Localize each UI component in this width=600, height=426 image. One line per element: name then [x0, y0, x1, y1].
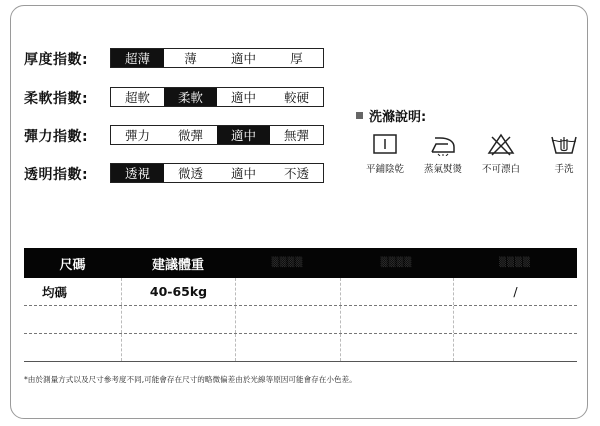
softness-index-row [24, 87, 309, 109]
index-options [110, 87, 324, 107]
no-bleach-icon [486, 132, 516, 156]
index-option: 微透 [177, 166, 203, 181]
index-options [110, 48, 324, 68]
table-cell: / [453, 278, 577, 305]
care-item-flat-dry [355, 132, 415, 175]
index-option: 厚 [290, 51, 303, 66]
index-label: 透明指數: [24, 167, 89, 183]
wash-title [356, 106, 426, 125]
index-label: 厚度指數: [24, 52, 89, 68]
table-row [24, 306, 577, 334]
care-item-hand-wash [536, 132, 592, 175]
index-option: 適中 [217, 126, 270, 144]
index-label: 柔軟指數: [24, 91, 89, 107]
header-blurred: ▒▒▒▒ [499, 258, 531, 268]
steam-iron-icon [426, 132, 460, 156]
table-cell: 均碼 [42, 284, 68, 300]
size-table-header [24, 248, 577, 278]
header-blurred: ▒▒▒▒ [271, 258, 304, 268]
index-options [110, 125, 324, 145]
table-cell [453, 306, 577, 333]
table-cell [121, 334, 235, 361]
index-option: 彈力 [124, 128, 150, 143]
size-table [24, 248, 577, 362]
table-cell [453, 334, 577, 361]
care-label: 不可漂白 [481, 164, 520, 175]
header-size: 尺碼 [59, 257, 86, 273]
elasticity-index-row [24, 125, 309, 147]
bullet-icon [356, 112, 363, 119]
table-cell [121, 306, 235, 333]
table-cell [235, 306, 340, 333]
wash-title-text: 洗滌說明: [369, 110, 427, 125]
index-option: 無彈 [283, 128, 309, 143]
table-cell: 40-65kg [121, 278, 235, 305]
hand-wash-icon [549, 132, 579, 156]
thickness-index-row [24, 48, 303, 70]
index-option: 適中 [230, 51, 256, 66]
table-cell [24, 334, 121, 361]
index-option: 不透 [283, 166, 309, 181]
care-item-steam-iron [413, 132, 473, 175]
index-label: 彈力指數: [24, 129, 89, 145]
table-cell [340, 306, 453, 333]
care-label: 蒸氣熨燙 [423, 164, 462, 175]
table-cell [235, 334, 340, 361]
header-blurred: ▒▒▒▒ [380, 258, 413, 268]
header-weight: 建議體重 [151, 257, 204, 273]
table-cell [24, 306, 121, 333]
index-option: 微彈 [177, 128, 203, 143]
footnote: *由於測量方式以及尺寸參考度不同,可能會存在尺寸的略微偏差由於光線等原因可能會存在小色差。 [24, 375, 357, 384]
table-cell [340, 278, 453, 305]
flat-dry-icon [370, 132, 400, 156]
index-option: 適中 [230, 166, 256, 181]
index-option: 較硬 [283, 90, 309, 105]
care-label: 手洗 [554, 164, 574, 175]
care-label: 平鋪陰乾 [365, 164, 404, 175]
index-option: 超軟 [124, 90, 150, 105]
care-item-no-bleach [471, 132, 531, 175]
index-option: 柔軟 [164, 88, 217, 106]
transparency-index-row [24, 163, 309, 185]
table-cell [235, 278, 340, 305]
index-options [110, 163, 324, 183]
index-option: 適中 [230, 90, 256, 105]
table-row [24, 334, 577, 362]
table-row [24, 278, 577, 306]
index-option: 超薄 [111, 49, 164, 67]
index-option: 透視 [111, 164, 164, 182]
index-option: 薄 [184, 51, 197, 66]
table-cell [340, 334, 453, 361]
